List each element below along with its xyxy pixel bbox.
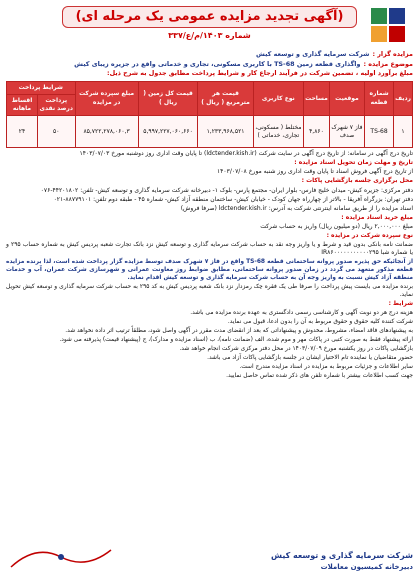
auction-table [6,81,413,148]
section-p3: از تاریخ درج آگهی فروش اسناد تا پایان وقت اداری روز شنبه مورخ ۱۴۰۳/۰۷/۰۸ [216,168,413,176]
page-title: (آگهی تجدید مزایده عمومی یک مرحله ای) [75,9,344,25]
deposit-label: مبلغ برآورد اولیه ، تضمین شرکت در فرآیند ارجاع کار و شرایط پرداخت مطابق جدول به شرح ذیل: [107,69,413,78]
table-row [7,116,413,148]
cell-installments: ۲۴ [7,116,38,148]
th-parcel: شماره قطعه [365,81,394,115]
section-p10: نوع سپرده شرکت در مزایده : [326,232,413,240]
section-p9: مبلغ ۲,۰۰۰,۰۰۰ ریال (دو میلیون ریال) واریز به حساب شرکت [260,222,413,230]
cond-p2: برنده مزایده می بایست پیش پرداخت را صرفا طی یک فقره چک رمزدار نزد بانک شعبه پردیس کیش به کد ۲۹۵ به حساب شرکت سرمایه گذاری و توسعه کیش تحویل نماید. [6,284,413,299]
section-p6: دفتر تهران: بزرگراه آفریقا - بالاتر از چهارراه جهان کودک - خیابان کیش- ساختمان منطقه آزاد کیش- شماره ۴۵ - طبقه دوم تلفن: ۸۸۷۷۹۱۰۱-۰۲۱ [53,195,413,203]
th-use: نوع کاربری [253,81,303,115]
notice-number: شماره ۱۴۰۳/م/ع/۳۳۷ [168,31,251,40]
cell-total-price: ۵,۹۹۷,۲۲۷,۰۶۰,۶۶۰ [138,116,198,148]
cond-p11: جهت کسب اطلاعات بیشتر با شماره تلفن های ذکر شده تماس حاصل نمایید. [226,372,413,379]
subject-row [6,60,413,69]
notice-header [6,4,413,48]
cond-p5: شرکت کننده کلیه حقوق و حقوق مربوط به آن را بدون ادعا، قبول می نماید. [227,319,413,326]
deposit-row [6,69,413,78]
th-unit-price: قیمت هر مترمربع ( ریال ) [198,81,253,115]
schedule-section [6,150,413,257]
section-p1: تاریخ درج آگهی در سامانه: از تاریخ درج آگهی در سایت شرکت (ldctender.kish.ir) تا پایان وقت اداری روز دوشنبه مورخ ۱۴۰۳/۰۷/۰۳ [79,150,413,158]
cond-p9: حضور متقاضیان یا نماینده تام الاختیار ایشان در جلسه بازگشایی پاکات آزاد می باشد. [207,354,413,361]
intro [6,50,413,78]
section-p8: مبلغ خرید اسناد مزایده : [341,213,413,221]
section-p7: اسناد مزایده را از طریق سامانه اینترنتی شرکت به آدرس: ldctender.kish.ir (صرفا فروش) [180,204,413,212]
section-p5: دفتر مرکزی: جزیره کیش- میدان خلیج فارس- بلوار ایران- مجتمع پارس- بلوک ۱- دبیرخانه شرکت سرمایه گذاری و توسعه کیش- تلفن: ۴۴۲۰۱۸۰۲-۰۷۶ [40,186,413,194]
th-area: مساحت [304,81,330,115]
organizer-value: شرکت سرمایه گذاری و توسعه کیش [256,50,370,58]
cell-cash: ۵۰ [37,116,75,148]
signature-block [271,550,413,573]
th-installments: اقساط ماهانه [7,95,38,116]
th-row: ردیف [394,81,413,115]
cond-p7: ارائه پیشنهاد فقط به صورت کتبی در پاکات مهر و موم شده، الف (ضمانت نامه)، ب (اسناد مزایده و مدارک)، ج (پیشنهاد قیمت) پذیرفته می شود. [59,337,413,344]
cell-area: ۴,۸۶۰ [304,116,330,148]
th-location: موقعیت [329,81,364,115]
section-p2: تاریخ و مهلت زمان تحویل اسناد مزایده : [294,159,413,167]
cell-use: مختلط ( مسکونی، تجاری، خدماتی ) [253,116,303,148]
cond-p1: از آنجائیکه حق پذیره صدور پروانه ساختمانی قطعه TS-68 واقع در فاز ۷ شهرک صدف توسط مزایده گزار پرداخت شده است، لذا برنده مزایده قطعه مذکور متعهد می گردد در زمان صدور پروانه ساختمانی، مطابق ضوابط روز معاونت عمرانی و شهرسازی شرکت عمران، آب و خدمات منطقه آزاد کیش نسبت به واریز وجه آن به حساب شرکت سرمایه گذاری و توسعه کیش اقدام نماید. [6,259,414,282]
th-deposit: مبلغ سپرده شرکت در مزایده [75,81,138,115]
signature-company: شرکت سرمایه گذاری و توسعه کیش [271,550,413,560]
cell-unit-price: ۱,۲۳۳,۹۶۸,۵۲۱ [198,116,253,148]
title-box [62,6,357,28]
th-cash: پرداخت درصد نقدی [37,95,75,116]
th-total-price: قیمت کل زمین ( ریال ) [138,81,198,115]
cond-p8: بازگشایی پاکات در روز یکشنبه مورخ ۱۴۰۳/۰۷/۰۹ در محل دفتر مرکزی شرکت انجام خواهد شد. [179,346,413,353]
subject-label: موضوع مزایده : [363,59,413,68]
section-p4: محل برگزاری جلسه بازگشایی پاکات : [301,177,413,185]
cell-deposit: ۸۵,۷۲۲,۲۷۸,۰۶۰,۳ [75,116,138,148]
organizer-label: مزایده گزار : [372,50,413,58]
section-p11: ضمانت نامه بانکی بدون قید و شرط و یا واریز وجه نقد به حساب شرکت سرمایه گذاری و توسعه کیش نزد بانک تجارت شعبه پردیس کیش به شماره حساب ۲۹۵ و یا شماره شبا IR۸۶۰۰۰۰۰۰۰۰۰۰۰۲۹۵ [6,241,413,257]
ornament-icon [6,542,116,572]
cond-p4: هزینه درج هر دو نوبت آگهی و کارشناسی رسمی دادگستری به عهده برنده مزایده می باشد. [190,310,413,317]
signature-office: دبیرخانه کمیسیون معاملات [320,562,413,571]
cell-parcel: TS-68 [365,116,394,148]
organizer-row [6,50,413,59]
cond-p3: شرایط : [388,301,413,308]
subject-value: واگذاری قطعه زمین 68-TS با کاربری مسکونی، تجاری و خدماتی واقع در جزیره زیبای کیش [74,59,361,68]
footer [6,532,413,572]
cell-location: فاز ۷ شهرک صدف [329,116,364,148]
cond-p10: سایر اطلاعات و جزئیات مربوط به مزایده در اسناد مزایده مندرج است. [239,363,413,370]
th-payment-terms: شرایط پرداخت [7,81,76,94]
cell-row: ۱ [394,116,413,148]
cond-p6: به پیشنهادهای فاقد امضاء، مشروط، مخدوش و پیشنهاداتی که بعد از انقضای مدت مقرر در آگهی واصل شود، مطلقاً ترتیب اثر داده نخواهد شد. [65,328,413,335]
conditions-section [6,259,413,381]
